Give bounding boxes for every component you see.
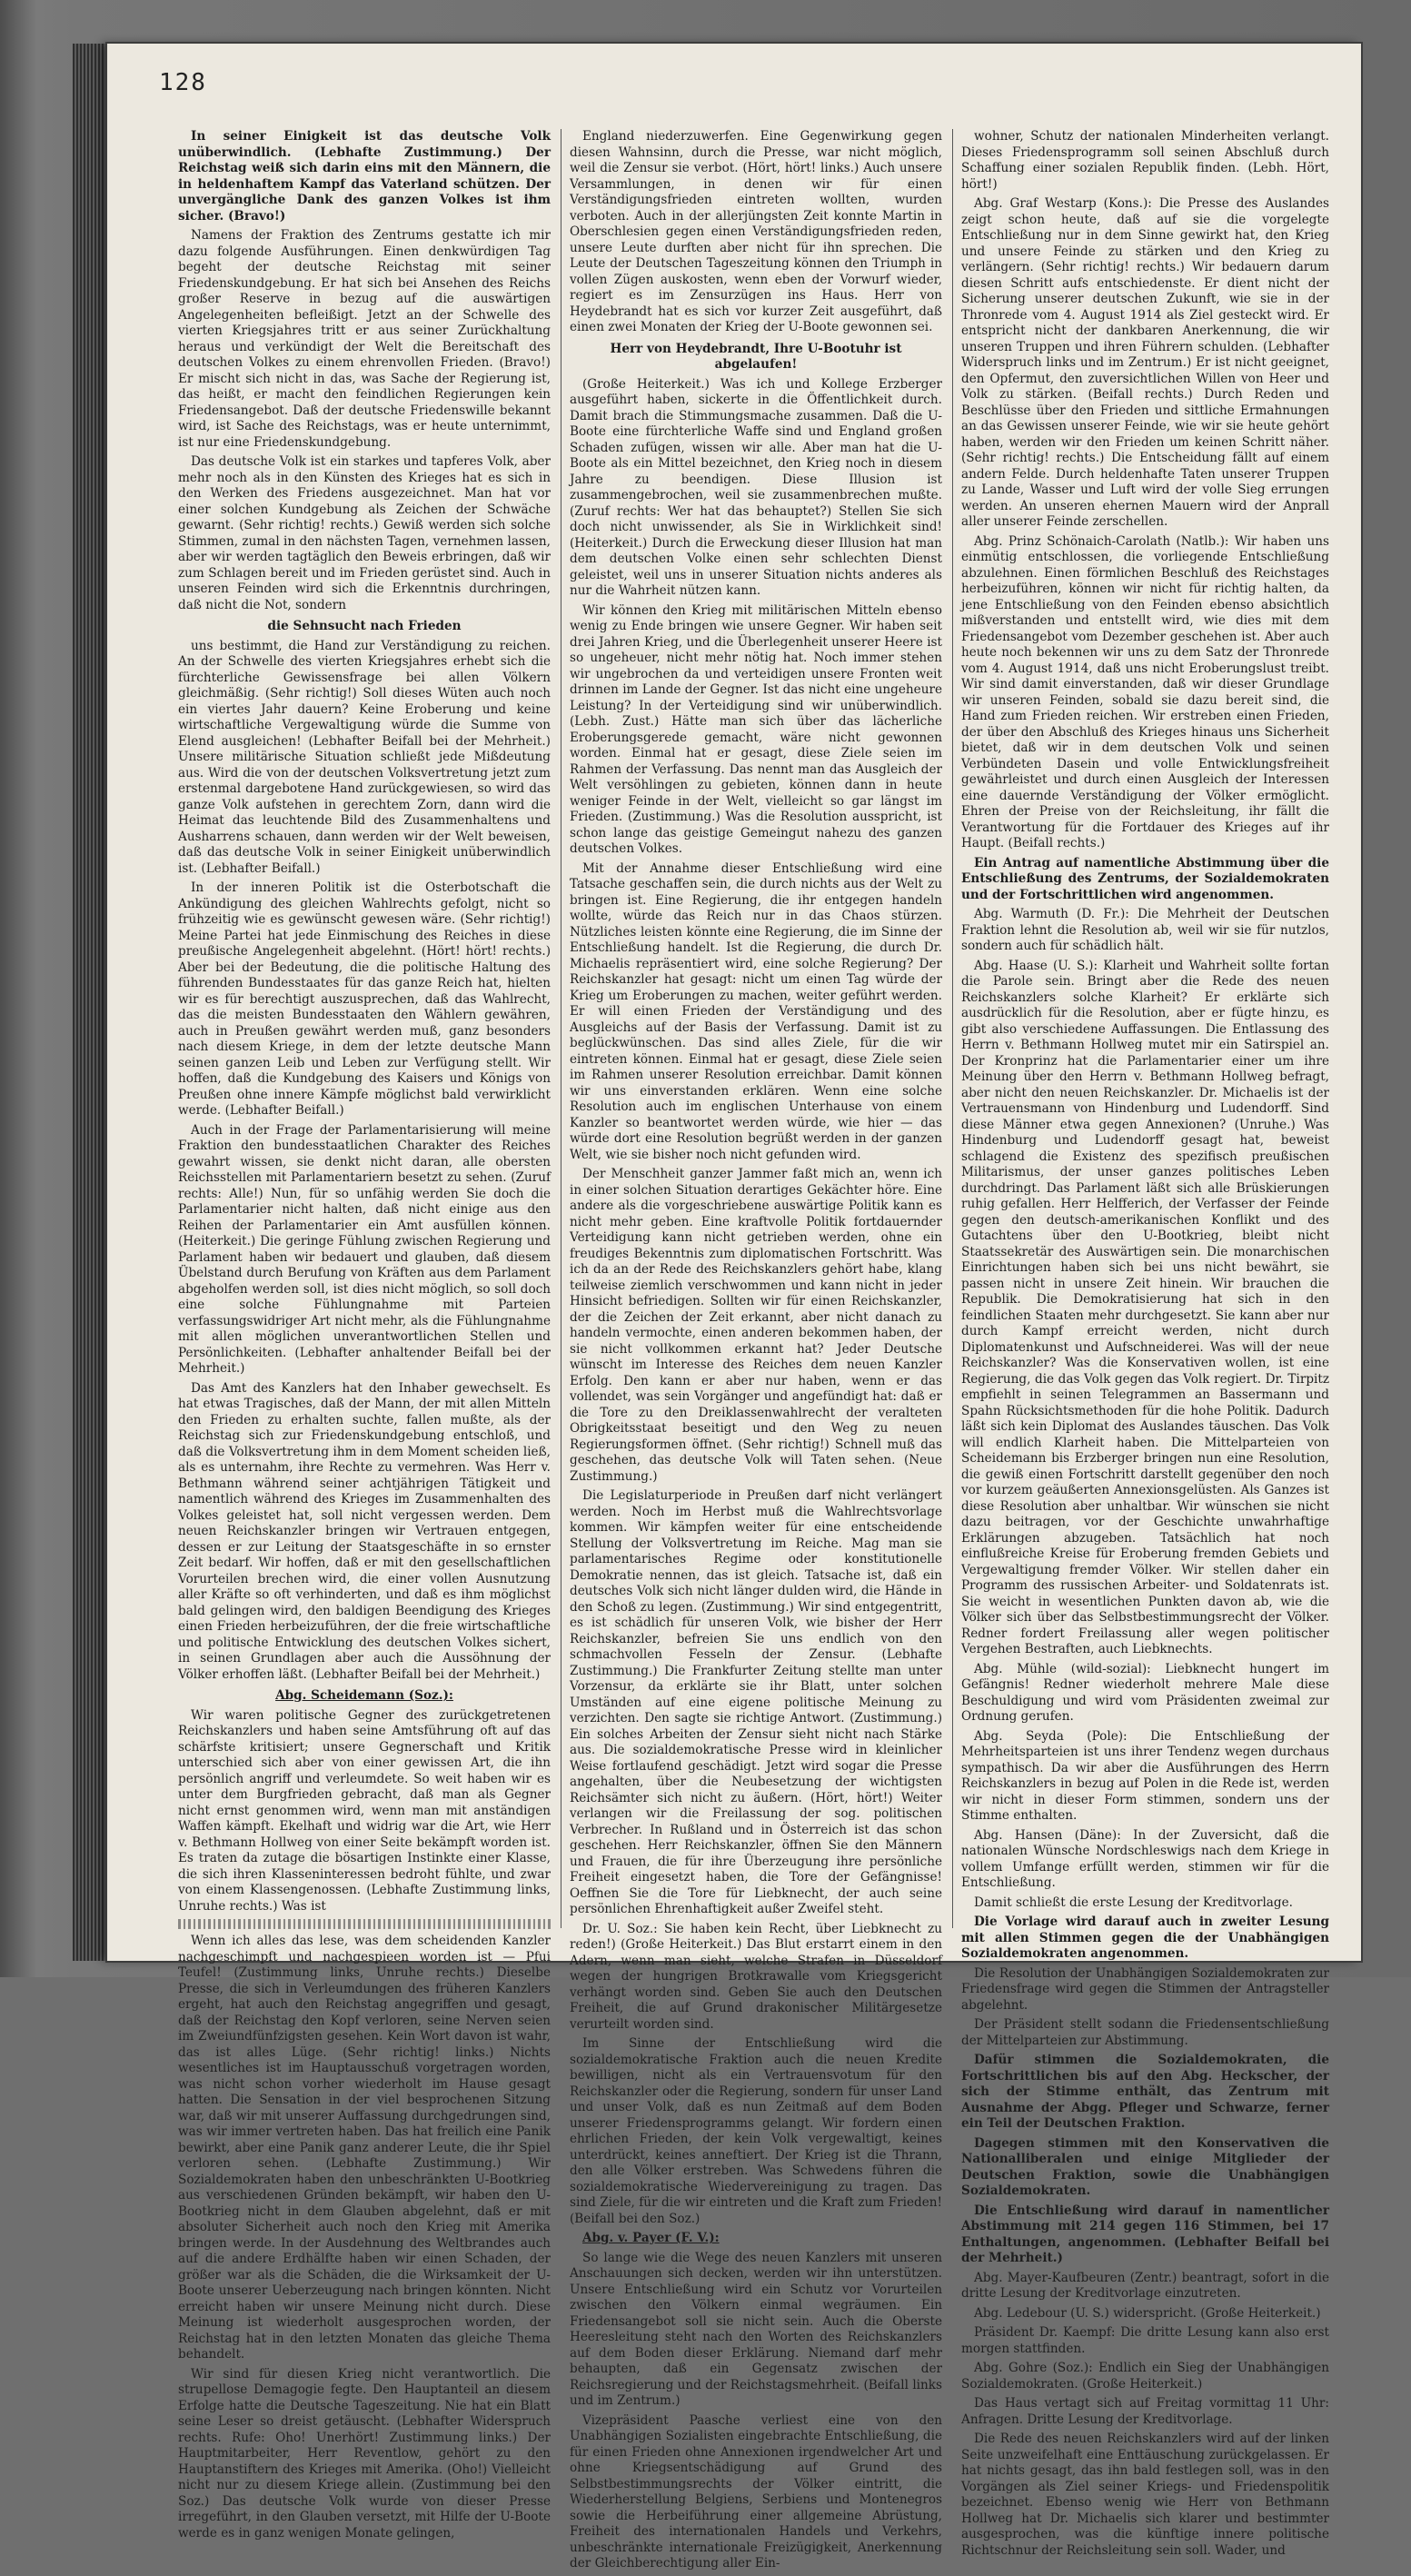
paragraph: Die Vorlage wird darauf auch in zweiter Lesung mit allen Stimmen gegen die der Unabhängigen Sozialdemokraten angenommen. <box>961 1915 1329 1961</box>
column-3 <box>961 129 1329 2562</box>
paragraph: Die Entschließung wird darauf in namentlicher Abstimmung mit 214 gegen 116 Stimmen, bei 17 Enthaltungen, angenommen. (Lebhafter Beifall bei der Mehrheit.) <box>961 2203 1329 2265</box>
paragraph: Der Präsident stellt sodann die Friedensentschließung der Mittelparteien zur Abstimmung. <box>961 2017 1329 2048</box>
paragraph: Abg. Haase (U. S.): Klarheit und Wahrheit sollte fortan die Parole sein. Bringt aber die Rede des neuen Reichskanzlers solche Klarheit? Er erklärte sich ausdrücklich für die Resolution, aber er fügte hinzu, es gibt also verschiedene Auffassungen. Die Entlassung des Herrn v. Bethmann Hollweg mutet mir ein Satirspiel an. Der Kronprinz hat die Parlamentarier einer um ihre Meinung über den Herrn v. Bethmann Hollweg befragt, aber nicht den neuen Reichskanzler. Dr. Michaelis ist der Vertrauensmann von Hindenburg und Ludendorff. Sind diese Männer etwa gegen Annexionen? (Unruhe.) Was Hindenburg und Ludendorff gesagt hat, beweist schlagend die Existenz des spezifisch preußischen Militarismus, der unser ganzes politisches Leben durchdringt. Das Parlament läßt sich alle Brüskierungen ruhig gefallen. Herr Helfferich, der Verfasser der Feinde gegen den deutsch-amerikanischen Konflikt und des Gutachtens über den U-Bootkrieg, bleibt nicht Staatssekretär des Auswärtigen sein. Die monarchischen Einrichtungen haben sich bei uns nicht bewährt, sie passen nicht in unsere Zeit hinein. Wir brauchen die Republik. Die Demokratisierung hat sich in den feindlichen Staaten mehr durchgesetzt. Sie kann aber nur durch Kampf erreicht werden, nicht durch Diplomatenkunst und Aufschneiderei. Was will der neue Reichskanzler? Was die Konservativen wollen, ist eine Regierung, die das Volk gegen das Volk regiert. Dr. Tirpitz empfiehlt in seinen Telegrammen an Bassermann und Spahn Rücksichtsmethoden für die hohe Politik. Dadurch läßt sich kein Diplomat des Auslandes täuschen. Das Volk will endlich Klarheit haben. Die Mittelparteien von Scheidemann bis Erzberger bringen nun eine Resolution, die gewiß einen Fortschritt darstellt gegenüber den noch vor kurzem geäußerten Annexionsgelüsten. Als Ganzes ist diese Resolution aber unhaltbar. Wir wünschen sie nicht dazu beitragen, vor der Geschichte unwahrhaftige Erklärungen abzugeben. Tatsächlich hat noch einflußreiche Kreise für Eroberung fremden Gebiets und Vergewaltigung fremder Völker. Wir stellen daher ein Programm des russischen Arbeiter- und Soldatenrats ist. Sie weicht in wesentlichen Punkten davon ab, wie die Völker sich über das Selbstbestimmungsrecht der Völker. Redner fordert Freilassung aller wegen politischer Vergehen Bestraften, auch Liebknechts. <box>961 958 1329 1656</box>
paragraph: Die Legislaturperiode in Preußen darf nicht verlängert werden. Noch im Herbst muß die Wahlrechtsvorlage kommen. Wir kämpfen weiter für eine entscheidende Stellung der Volksvertretung im Reiche. Mag man sie parlamentarisches Regime oder konstitutionelle Demokratie nennen, das ist gleich. Tatsache ist, daß ein deutsches Volk sich nicht länger dulden wird, die Hände in den Schoß zu legen. (Zustimmung.) Wir sind entgegentritt, es ist schädlich für unseren Volk, wie bisher der Herr Reichskanzler, befreien Sie uns endlich von den schmachvollen Fesseln der Zensur. (Lebhafte Zustimmung.) Die Frankfurter Zeitung stellte man unter Vorzensur, da erklärte sie ihr Blatt, unter solchen Umständen auf eine eigene politische Meinung zu verzichten. Den sagte sie richtige Antwort. (Zustimmung.) Ein solches Arbeiten der Zensur sieht nicht nach Stärke aus. Die sozialdemokratische Presse wird in kleinlicher Weise fortlaufend geschädigt. Jetzt wird sogar die Presse angehalten, über die Neubesetzung der wichtigsten Reichsämter sich nicht zu äußern. (Hört, hört!) Weiter verlangen wir die Freilassung der sog. politischen Verbrecher. In Rußland und in Österreich ist das schon geschehen. Herr Reichskanzler, öffnen Sie den Männern und Frauen, die für ihre Überzeugung ihre persönliche Freiheit eingesetzt haben, die Tore der Gefängnisse! Oeffnen Sie die Tore für Liebknecht, der auch seine persönlichen Ehrenhaftigkeit außer Zweifel steht. <box>570 1488 942 1916</box>
paragraph: Im Sinne der Entschließung wird die sozialdemokratische Fraktion auch die neuen Kredite bewilligen, nicht als ein Vertrauensvotum für den Reichskanzler oder die Regierung, sondern für unser Land und unser Volk, daß es nun Zeitmaß auf dem Boden unserer Friedensprogramms gelangt. Wir fordern einen ehrlichen Frieden, der kein Volk vergewaltigt, keines unterdrückt, keines anneftiert. Der Krieg ist die Thrann, den alle Völker erstreben. Was Schwedens führen die sozialdemokratische Wiedervereinigung zu tragen. Das sind Ziele, für die wir eintreten und die Kraft zum Frieden! (Beifall bei den Soz.) <box>570 2036 942 2226</box>
page-number: 128 <box>159 69 207 96</box>
paragraph: England niederzuwerfen. Eine Gegenwirkung gegen diesen Wahnsinn, durch die Presse, war nicht möglich, weil die Zensur sie verbot. (Hört, hört! links.) Auch unsere Versammlungen, in denen wir für einen Verständigungsfrieden eintreten wollten, wurden verboten. Auch in der allerjüngsten Zeit konnte Martin in Oberschlesien gegen einen Verständigungsfrieden reden, unsere Leute durften aber nicht für ihn sprechen. Die Leute der Deutschen Tageszeitung können den Triumph in vollen Zügen auskosten, wenn eben der Vorwurf wieder, regiert es im Zensurzügen ins Haus. Herr von Heydebrandt hat es sich vor kurzer Zeit ausgeführt, daß einen zwei Monaten der Krieg der U-Boote gewonnen sei. <box>570 129 942 334</box>
paragraph: Der Menschheit ganzer Jammer faßt mich an, wenn ich in einer solchen Situation derartiges Gekächter höre. Eine andere als die vorgeschriebene auswärtige Politik kann es nicht mehr geben. Eine kraftvolle Politik fortdauernder Verteidigung kann nicht getrieben werden, ohne ein freudiges Bekenntnis zum diplomatischen Fortschritt. Was ich da an der Rede des Reichskanzlers gehört habe, klang teilweise ziemlich verschwommen und kann nicht in jeder Hinsicht befriedigen. Sollten wir für einen Reichskanzler, der die Zeichen der Zeit erkannt, aber nicht danach zu handeln vermochte, einen anderen bekommen haben, der sie nicht vollkommen erkannt hat? Jeder Deutsche wünscht im Interesse des Reiches dem neuen Kanzler Erfolg. Den kann er aber nur haben, wenn er das vollendet, was sein Vorgänger und angefündigt hat: daß er die Tore zu den Dreiklassenwahlrecht der veralteten Obrigkeitsstaat beseitigt und den Weg zu neuen Regierungsformen öffnet. (Sehr richtig!) Schnell muß das geschehen, das deutsche Volk will Taten sehen. (Neue Zustimmung.) <box>570 1167 942 1484</box>
speaker-heading: Abg. v. Payer (F. V.): <box>582 2231 720 2245</box>
paragraph: Präsident Dr. Kaempf: Die dritte Lesung kann also erst morgen stattfinden. <box>961 2325 1329 2356</box>
paragraph: Das Amt des Kanzlers hat den Inhaber gewechselt. Es hat etwas Tragisches, daß der Mann, der mit allen Mitteln den Frieden zu erhalten suchte, fallen mußte, als der Reichstag sich zur Friedenskundgebung entschloß, und daß die Volksvertretung ihm in dem Moment scheiden ließ, als es unternahm, ihre Rechte zu vermehren. Was Herr v. Bethmann während seiner achtjährigen Tätigkeit und namentlich während des Krieges im Zusammenhalten des Volkes geleistet hat, soll nicht vergessen werden. Dem neuen Reichskanzler bringen wir Vertrauen entgegen, dessen er zur Leitung der Staatsgeschäfte in so ernster Zeit bedarf. Wir hoffen, daß er mit den gesellschaftlichen Vorurteilen brechen wird, die einer vollen Ausnutzung aller Kräfte so oft verhinderten, und daß es ihm möglichst bald gelingen wird, den baldigen Beendigung des Krieges einen Frieden herbeizuführen, der die freie wirtschaftliche und politische Entwicklung des deutschen Volkes sichert, in seinen Grundlagen aber auch die Aussöhnung der Völker erhoffen läßt. (Lebhafter Beifall bei der Mehrheit.) <box>178 1380 551 1682</box>
paragraph: Damit schließt die erste Lesung der Kreditvorlage. <box>974 1895 1293 1910</box>
illegible-line <box>178 1919 551 1929</box>
paragraph: Dr. U. Soz.: Sie haben kein Recht, über Liebknecht zu reden!) (Große Heiterkeit.) Das Blut erstarrt einem in den Adern, wenn man sieht, welche Strafen in Düsseldorf wegen der hungrigen Brotkrawalle vom Kriegsgericht verhängt worden sind. Geben Sie auch den Deutschen Freiheit, die auf Grund drakonischer Militärgesetze verurteilt worden sind. <box>570 1921 942 2032</box>
speaker-heading: Abg. Scheidemann (Soz.): <box>275 1688 453 1703</box>
paragraph: In seiner Einigkeit ist das deutsche Volk unüberwindlich. (Lebhafte Zustimmung.) Der Reichstag weiß sich darin eins mit den Männern, die in heldenhaftem Kampf das Vaterland schützen. Der unvergängliche Dank des ganzen Volkes ist ihm sicher. (Bravo!) <box>178 129 551 224</box>
paragraph: Ein Antrag auf namentliche Abstimmung über die Entschließung des Zentrums, der Sozialdemokraten und der Fortschrittlichen wird angenommen. <box>961 855 1329 902</box>
column-1 <box>178 129 551 2545</box>
paragraph: So lange wie die Wege des neuen Kanzlers mit unseren Anschauungen sich decken, werden wir ihn unterstützen. Unsere Entschließung wird ein Schutz vor Vorurteilen zwischen den Völkern einmal wegräumen. Ein Friedensangebot soll sie nicht sein. Auch die Oberste Heeresleitung steht nach den Worten des Reichskanzlers auf dem Boden dieser Erklärung. Niemand darf mehr behaupten, daß ein Gegensatz zwischen der Reichsregierung und der Reichstagsmehrheit. (Beifall links und im Zentrum.) <box>570 2250 942 2408</box>
paragraph: Abg. Ledebour (U. S.) widerspricht. (Große Heiterkeit.) <box>974 2305 1321 2321</box>
paragraph: Dagegen stimmen mit den Konservativen die Nationalliberalen und einige Mitglieder der Deutschen Fraktion, sowie die Unabhängigen Sozialdemokraten. <box>961 2135 1329 2198</box>
paragraph: Abg. Mühle (wild-sozial): Liebknecht hungert im Gefängnis! Redner wiederholt mehrere Male diese Beschuldigung und wird vom Präsidenten zweimal zur Ordnung gerufen. <box>961 1661 1329 1724</box>
paragraph: Abg. Mayer-Kaufbeuren (Zentr.) beantragt, sofort in die dritte Lesung der Kreditvorlage einzutreten. <box>961 2270 1329 2301</box>
paragraph: wohner, Schutz der nationalen Minderheiten verlangt. Dieses Friedensprogramm soll seinen Abschluß durch Schaffung einer sozialen Republik finden. (Lebh. Hört, hört!) <box>961 129 1329 192</box>
paragraph: Das deutsche Volk ist ein starkes und tapferes Volk, aber mehr noch als in den Künsten des Krieges hat es sich in den Werken des Friedens ausgezeichnet. Man hat vor einer solchen Kundgebung als Zeichen der Schwäche gewarnt. (Sehr richtig! rechts.) Gewiß werden sich solche Stimmen, zumal in den nächsten Tagen, vernehmen lassen, aber wir werden tagtäglich den Beweis erbringen, daß wir zum Schlagen bereit und im Frieden gerüstet sind. Auch in unseren Feinden wird sich die Erkenntnis durchringen, daß nicht die Not, sondern <box>178 454 551 612</box>
paragraph: (Große Heiterkeit.) Was ich und Kollege Erzberger ausgeführt haben, sickerte in die Öffentlichkeit durch. Damit brach die Stimmungsmache zusammen. Daß die U-Boote eine fürchterliche Waffe sind und England großen Schaden zufügen, wissen wir alle. Aber man hat die U-Boote als ein Mittel bezeichnet, den Krieg noch in diesem Jahre zu beendigen. Diese Illusion ist zusammengebrochen, weil sie zusammenbrechen mußte. (Zuruf rechts: Wer hat das behauptet?) Stellen Sie sich doch nicht unwissender, als Sie in Wirklichkeit sind! (Heiterkeit.) Durch die Erweckung dieser Illusion hat man dem deutschen Volke einen sehr schlechten Dienst geleistet, weil uns in unserer Situation nichts anderes als nur die Wahrheit nützen kann. <box>570 376 942 598</box>
paragraph: uns bestimmt, die Hand zur Verständigung zu reichen. An der Schwelle des vierten Kriegsjahres erhebt sich die fürchterliche Gewissensfrage bei allen Völkern gleichmäßig. (Sehr richtig!) Soll dieses Wüten auch noch ein viertes Jahr dauern? Keine Eroberung und keine wirtschaftliche Vergewaltigung würde die Summe von Elend ausgleichen! (Lebhafter Beifall bei der Mehrheit.) Unsere militärische Situation schließt jede Mißdeutung aus. Wird die von der deutschen Volksvertretung jetzt zum erstenmal dargebotene Hand zurückgewiesen, so wird das ganze Volk aufstehen in gerechtem Zorn, dann wird die Heimat das leuchtende Bild des Zusammenhaltens und Ausharrens schauen, dann werden wir der Welt beweisen, daß das deutsche Volk in seiner Einigkeit unüberwindlich ist. (Lebhafter Beifall.) <box>178 638 551 876</box>
section-heading: die Sehnsucht nach Frieden <box>267 619 462 633</box>
paragraph: Die Rede des neuen Reichskanzlers wird auf der linken Seite unzweifelhaft eine Enttäuschung zurückgelassen. Er hat nichts gesagt, das ihn bald festlegen soll, was in den Vorgängen als Ziel seiner Kriegs- und Friedenspolitik bezeichnet. Ebenso wenig wie Herr von Bethmann Hollweg hat Dr. Michaelis sich klarer und bestimmter ausgesprochen, was die künftige innere politische Richtschnur der Reichsleitung sein soll. Wader, und <box>961 2432 1329 2558</box>
paragraph: Wir können den Krieg mit militärischen Mitteln ebenso wenig zu Ende bringen wie unsere Gegner. Wir haben seit drei Jahren Krieg, und die Überlegenheit unserer Heere ist so ungeheuer, nicht mehr nötig hat. Noch immer stehen wir ungebrochen da und verteidigen unsere Fronten weit drinnen im Lande der Gegner. Ist das nicht eine ungeheure Leistung? In der Verteidigung sind wir unüberwindlich. (Lebh. Zust.) Hätte man sich über das lächerliche Eroberungsgerede gemacht, wäre nicht gewonnen worden. Einmal hat er gesagt, diese Ziele seien im Rahmen der Verfassung. Das nennt man das Ausgleich der Welt versöhlingen zu gebieten, können dann in heute weniger Feinde in der Welt, vielleicht so gar längst im Frieden. (Zustimmung.) Was die Resolution ausspricht, ist schon lange das geistige Gemeingut nahezu des ganzen deutschen Volkes. <box>570 602 942 856</box>
paragraph: Mit der Annahme dieser Entschließung wird eine Tatsache geschaffen sein, die durch nichts aus der Welt zu bringen ist. Eine Regierung, die ihr entgegen handeln wollte, würde das Reich nur in das Chaos stürzen. Nützliches leisten könnte eine Regierung, die im Sinne der Entschließung handelt. Ist die Regierung, die durch Dr. Michaelis repräsentiert wird, eine solche Regierung? Der Reichskanzler hat gesagt: nicht um einen Tag würde der Krieg um Eroberungen zu machen, weiter geführt werden. Er will einen Frieden der Verständigung und des Ausgleichs auf der Basis der Verfassung. Damit ist zu beglückwünschen. Das sind alles Ziele, für die wir eintreten können. Einmal hat er gesagt, diese Ziele seien im Rahmen unserer Resolution erreichbar. Damit können wir uns einverstanden erklären. Wenn eine solche Resolution auch im englischen Unterhause von einem Kanzler so beantwortet werden würde, wie hier — das würde dort eine Resolution begrüßt werden in der ganzen Welt, wie sie bisher noch nicht gefunden wird. <box>570 860 942 1162</box>
section-heading: Herr von Heydebrandt, Ihre U-Bootuhr ist abgelaufen! <box>610 341 902 372</box>
paragraph: Wir waren politische Gegner des zurückgetretenen Reichskanzlers und haben seine Amtsführung oft auf das schärfste kritisiert; unsere Gegnerschaft und Kritik unterschied sich aber von einer gewissen Art, die ihn persönlich angriff und verleumdete. So weit haben wir es unter dem Burgfrieden gebracht, daß man als Gegner nicht ernst genommen wird, wenn man mit anständigen Waffen kämpft. Ekelhaft und widrig war die Art, wie Herr v. Bethmann Hollweg von einer Seite bekämpft worden ist. Es traten da zutage die bösartigen Instinkte einer Klasse, die sich ihren Klasseninteressen bedroht fühlte, und zwar von einem Klassengenossen. (Lebhafte Zustimmung links, Unruhe rechts.) Was ist <box>178 1707 551 1914</box>
paragraph: Die Resolution der Unabhängigen Sozialdemokraten zur Friedensfrage wird gegen die Stimmen der Antragsteller abgelehnt. <box>961 1965 1329 2013</box>
paragraph: Abg. Prinz Schönaich-Carolath (Natlb.): Wir haben uns einmütig entschlossen, die vorliegende Entschließung abzulehnen. Einen förmlichen Beschluß des Reichstages herbeizuführen, können wir nicht für richtig halten, da jene Entschließung von den Feinden ebenso absichtlich mißverstanden und entstellt wird, wie dies mit dem Friedensangebot vom Dezember geschehen ist. Aber auch heute noch bekennen wir uns zu dem Satz der Thronrede vom 4. August 1914, daß uns nicht Eroberungslust treibt. Wir sind damit einverstanden, daß wir dieser Grundlage wir unseren Feinden, sobald sie dazu bereit sind, die Hand zum Frieden reichen. Wir erstreben einen Frieden, der über den Abschluß des Krieges hinaus uns Sicherheit bietet, daß wir in dem deutschen Volk und seinen Verbündeten Dasein und volle Entwicklungsfreiheit gewährleistet und durch einen Ausgleich der Interessen eine dauernde Verständigung der Völker ermöglicht. Ehren der Preise von der Reichsleitung, ihr fällt die Verantwortung für die Fortdauer des Krieges auf ihr Haupt. (Beifall rechts.) <box>961 533 1329 850</box>
paragraph: Abg. Warmuth (D. Fr.): Die Mehrheit der Deutschen Fraktion lehnt die Resolution ab, weil wir sie für nutzlos, sondern auch für schädlich hält. <box>961 907 1329 953</box>
paragraph: Dafür stimmen die Sozialdemokraten, die Fortschrittlichen bis auf den Abg. Heckscher, der sich der Stimme enthält, das Zentrum mit Ausnahme der Abgg. Pfleger und Schwarze, ferner ein Teil der Deutschen Fraktion. <box>961 2053 1329 2131</box>
paragraph: In der inneren Politik ist die Osterbotschaft die Ankündigung des gleichen Wahlrechts gefolgt, nicht so frühzeitig wie es gewünscht gewesen wäre. (Sehr richtig!) Meine Partei hat jede Einmischung des Reiches in diese preußische Angelegenheit abgelehnt. (Hört! hört! rechts.) Aber bei der Bedeutung, die die politische Haltung des führenden Bundesstaates für das ganze Reich hat, hielten wir es für berechtigt auszusprechen, daß das Wahlrecht, das die meisten Bundesstaaten den Wählern gewähren, auch in Preußen gewährt werden muß, ganz besonders nach diesem Kriege, in dem der letzte deutsche Mann seinen ganzen Leib und Leben zur Verfügung stellt. Wir hoffen, daß die Kundgebung des Kaisers und Königs von Preußen ohne innere Kämpfe möglichst bald verwirklicht werde. (Lebhafter Beifall.) <box>178 880 551 1118</box>
book-spine <box>73 44 109 1961</box>
column-2 <box>570 129 942 2576</box>
column-rule-2 <box>952 129 953 1928</box>
paragraph: Wenn ich alles das lese, was dem scheidenden Kanzler nachgeschimpft und nachgespieen worden ist — Pfui Teufel! (Zustimmung links, Unruhe rechts.) Dieselbe Presse, die sich in Verleumdungen des früheren Kanzlers ergeht, hat auch den Reichstag angegriffen und gesagt, daß der Reichstag den Kopf verloren, seine Nerven seien im Zweiundfünfzigsten gesehen. Kein Wort davon ist wahr, das ist alles Lüge. (Sehr richtig! links.) Nichts wesentliches ist im Hauptausschuß vorgetragen worden, was nicht schon vorher wiederholt im Hause gesagt hatten. Die Sensation in der viel besprochenen Sitzung war, daß wir mit unserer Auffassung durchgedrungen sind, was wir immer vertreten haben. Das hat freilich eine Panik bewirkt, aber eine Panik ganz anderer Leute, die ihr Spiel verloren sehen. (Lebhafte Zustimmung.) Wir Sozialdemokraten haben den unbeschränkten U-Bootkrieg aus verschiedenen Gründen bekämpft, wir haben den U-Bootkrieg nicht in dem Glauben abgelehnt, daß er mit absoluter Sicherheit auch noch den Krieg mit Amerika bringen werde. In der Ausdehnung des Weltbrandes auch auf die andere Erdhälfte haben wir einen Schaden, der größer war als die Schäden, die die Wirksamkeit der U-Boote unserer Ueberzeugung nach bringen könnten. Nicht erreicht haben wir unsere Meinung nicht durch. Diese Meinung ist wiederholt ausgesprochen worden, der Reichstag hat in den letzten Monaten das gleiche Thema behandelt. <box>178 1934 551 2362</box>
paragraph: Das Haus vertagt sich auf Freitag vormittag 11 Uhr: Anfragen. Dritte Lesung der Kreditvorlage. <box>961 2396 1329 2427</box>
paragraph: Auch in der Frage der Parlamentarisierung will meine Fraktion den bundesstaatlichen Charakter des Reiches gewahrt wissen, sie denkt nicht daran, alle obersten Reichsstellen mit Parlamentariern besetzt zu sehen. (Zuruf rechts: Alle!) Nun, für so unfähig werden Sie doch die Parlamentarier nicht halten, daß nicht einige aus den Reihen der Parlamentarier ein Amt ausfüllen können. (Heiterkeit.) Die geringe Fühlung zwischen Regierung und Parlament haben wir bedauert und glauben, daß diesem Übelstand durch Berufung von Kräften aus dem Parlament abgeholfen werden soll, ist dies nicht möglich, so soll doch eine solche Fühlungnahme mit Parteien verfassungswidriger Art nicht mehr, als die Fühlungnahme mit allen möglichen unverantwortlichen Stellen und Persönlichkeiten. (Lebhafter anhaltender Beifall bei der Mehrheit.) <box>178 1122 551 1376</box>
paragraph: Vizepräsident Paasche verliest eine von den Unabhängigen Sozialisten eingebrachte Entschließung, die für einen Frieden ohne Annexionen irgendwelcher Art und ohne Kriegsentschädigung auf Grund des Selbstbestimmungsrechts der Völker eintritt, die Wiederherstellung Belgiens, Serbiens und Montenegros sowie die Herbeiführung einer allgemeine Abrüstung, Freiheit des internationalen Handels und Verkehrs, unbeschränkte internationale Freizügigkeit, Anerkennung der Gleichberechtigung aller Ein- <box>570 2412 942 2571</box>
paragraph: Abg. Graf Westarp (Kons.): Die Presse des Auslandes zeigt schon heute, daß auf sie die vorgelegte Entschließung nur in dem Sinne gewirkt hat, den Krieg und unsere Feinde zu stärken und den Krieg zu verlängern. (Sehr richtig! rechts.) Wir bedauern darum diesen Schritt aufs entschiedenste. Er dient nicht der Sicherung unserer deutschen Zukunft, wie sie in der Thronrede vom 4. August 1914 als Ziel gesteckt wird. Er entspricht nicht der dankbaren Anerkennung, die wir unseren Truppen und ihren Führern schulden. (Lebhafter Widerspruch links und im Zentrum.) Er ist nicht geeignet, den Opfermut, den zuversichtlichen Willen von Heer und Volk zu stärken. (Beifall rechts.) Durch Reden und Beschlüsse über den Frieden und sittliche Ermahnungen an das Gewissen unserer Feinde, wie wir sie heute gehört haben, werden wir den Frieden um keinen Schritt näher. (Sehr richtig! rechts.) Die Entscheidung fällt auf einem andern Felde. Durch heldenhafte Taten unserer Truppen zu Lande, Wasser und Luft wird der volle Sieg errungen werden. An unseren ehernen Mauern wird der Anprall aller unserer Feinde zerschellen. <box>961 196 1329 529</box>
paragraph: Namens der Fraktion des Zentrums gestatte ich mir dazu folgende Ausführungen. Einen denkwürdigen Tag begeht der deutsche Reichstag mit seiner Friedenskundgebung. Er hat sich bei Ansehen des Reichs großer Reserve in bezug auf die auswärtigen Angelegenheiten befleißigt. Jetzt an der Schwelle des vierten Kriegsjahres tritt er aus seiner Zurückhaltung heraus und verkündigt der Welt die Bereitschaft des deutschen Volkes zu einem ehrenvollen Frieden. (Bravo!) Er mischt sich nicht in das, was Sache der Regierung ist, das heißt, er macht den feindlichen Regierungen kein Friedensangebot. Daß der deutsche Friedenswille bekannt wird, ist Sache des Reichstags, was er heute unternimmt, ist nur eine Friedenskundgebung. <box>178 228 551 450</box>
paragraph: Abg. Gohre (Soz.): Endlich ein Sieg der Unabhängigen Sozialdemokraten. (Große Heiterkeit.) <box>961 2361 1329 2392</box>
paragraph: Abg. Hansen (Däne): In der Zuversicht, daß die nationalen Wünsche Nordschleswigs nach dem Kriege in vollem Umfange erfüllt werden, stimmen wir für die Entschließung. <box>961 1827 1329 1890</box>
paragraph: Abg. Seyda (Pole): Die Entschließung der Mehrheitsparteien ist uns ihrer Tendenz wegen durchaus sympathisch. Da wir aber die Ausführungen des Herrn Reichskanzlers in bezug auf Polen in die Rede ist, werden wir nicht in dieser Form stimmen, sondern uns der Stimme enthalten. <box>961 1728 1329 1823</box>
paragraph: Wir sind für diesen Krieg nicht verantwortlich. Die strupellose Demagogie fegte. Den Hauptanteil an diesem Erfolge hatte die Deutsche Tageszeitung. Nie hat ein Blatt seine Leser so dreist getäuscht. (Lebhafter Widerspruch rechts. Rufe: Oho! Unerhört! Zustimmung links.) Der Hauptmitarbeiter, Herr Reventlow, gehört zu den Hauptanstiftern des Krieges mit Amerika. (Oho!) Vielleicht nicht nur zu diesem Kriege allein. (Zustimmung bei den Soz.) Das deutsche Volk wurde von dieser Presse irregeführt, in den Glauben versetzt, mit Hilfe der U-Boote werde es in ganz wenigen Monate gelingen, <box>178 2366 551 2541</box>
